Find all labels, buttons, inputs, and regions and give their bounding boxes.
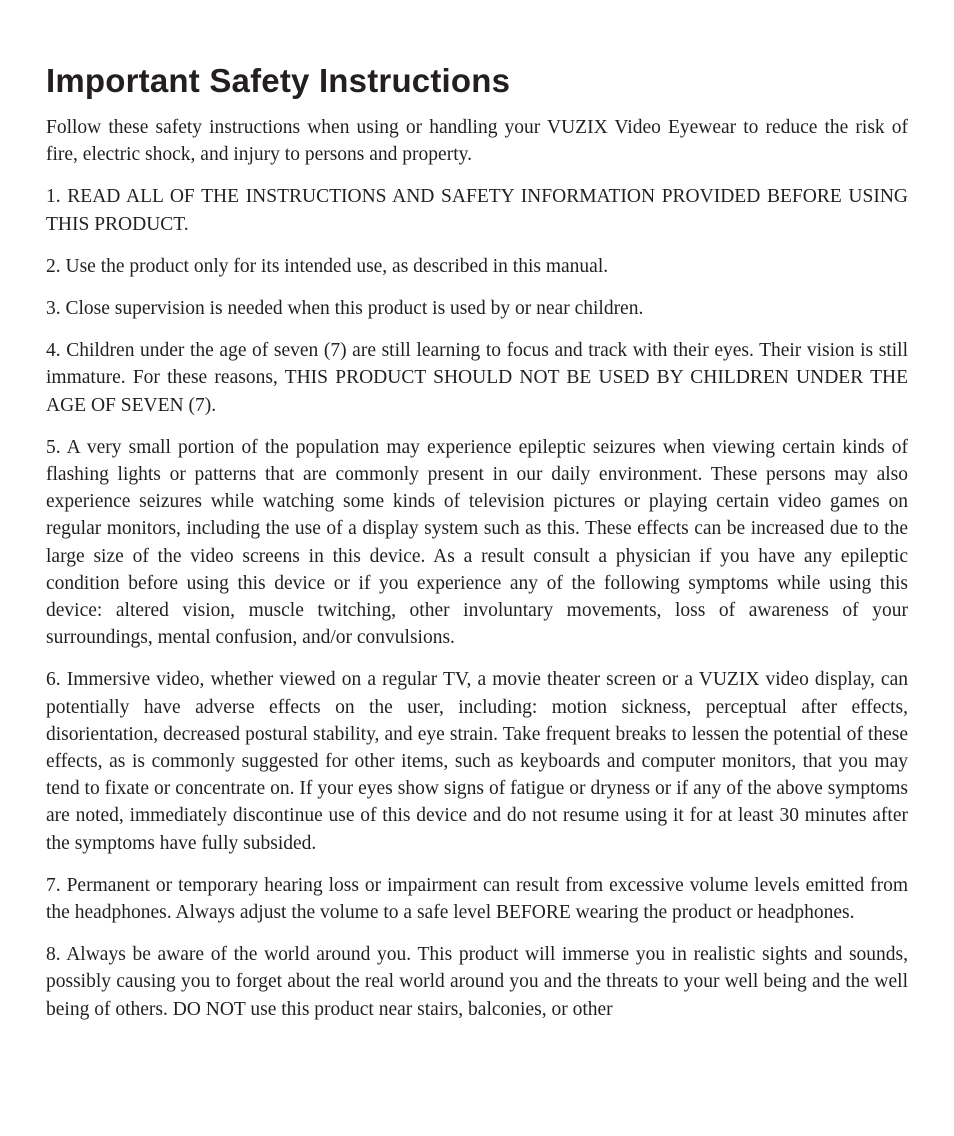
document-page (46, 58, 908, 1038)
instruction-item-8: 8. Always be aware of the world around you. This product will immerse you in realistic sights and sounds, possibly causing you to forget about the real world around you and the threats to your well being and the well being of others. DO NOT use this product near stairs, balconies, or other (46, 944, 908, 1020)
instruction-item-7: 7. Permanent or temporary hearing loss or impairment can result from excessive volume levels emitted from the headphones. Always adjust the volume to a safe level BEFORE wearing the product or headphones. (46, 874, 908, 924)
instruction-item-5: 5. A very small portion of the population may experience epileptic seizures when viewing certain kinds of flashing lights or patterns that are commonly present in our daily environment. These persons may also experience seizures while watching some kinds of television pictures or playing certain video games on regular monitors, including the use of a display system such as this. These effects can be increased due to the large size of the video screens in this device. As a result consult a physician if you have any epileptic condition before using this device or if you experience any of the following symptoms while using this device: altered vision, muscle twitching, other involuntary movements, loss of awareness of your surroundings, mental confusion, and/or convulsions. (46, 436, 908, 649)
instruction-item-4: 4. Children under the age of seven (7) are still learning to focus and track with their eyes. Their vision is still immature. For these reasons, THIS PRODUCT SHOULD NOT BE USED BY CHILDREN UNDER THE AGE OF SEVEN (7). (46, 340, 908, 416)
page-title: Important Safety Instructions (46, 62, 511, 99)
instruction-item-1: 1. READ ALL OF THE INSTRUCTIONS AND SAFETY INFORMATION PROVIDED BEFORE USING THIS PRODUCT. (46, 186, 908, 235)
instruction-item-6: 6. Immersive video, whether viewed on a regular TV, a movie theater screen or a VUZIX video display, can potentially have adverse effects on the user, including: motion sickness, perceptual after effects, disorientation, decreased postural stability, and eye strain. Take frequent breaks to lessen the potential of these effects, as is commonly suggested for other items, such as keyboards and computer monitors, that you may tend to fixate or concentrate on. If your eyes show signs of fatigue or dryness or if any of the above symptoms are noted, immediately discontinue use of this device and do not resume using it for at least 30 minutes after the symptoms have fully subsided. (46, 669, 908, 854)
instruction-item-3: 3. Close supervision is needed when this product is used by or near children. (46, 298, 644, 320)
instruction-item-2: 2. Use the product only for its intended use, as described in this manual. (46, 255, 609, 277)
intro-paragraph: Follow these safety instructions when using or handling your VUZIX Video Eyewear to reduce the risk of fire, electric shock, and injury to persons and property. (46, 117, 908, 166)
